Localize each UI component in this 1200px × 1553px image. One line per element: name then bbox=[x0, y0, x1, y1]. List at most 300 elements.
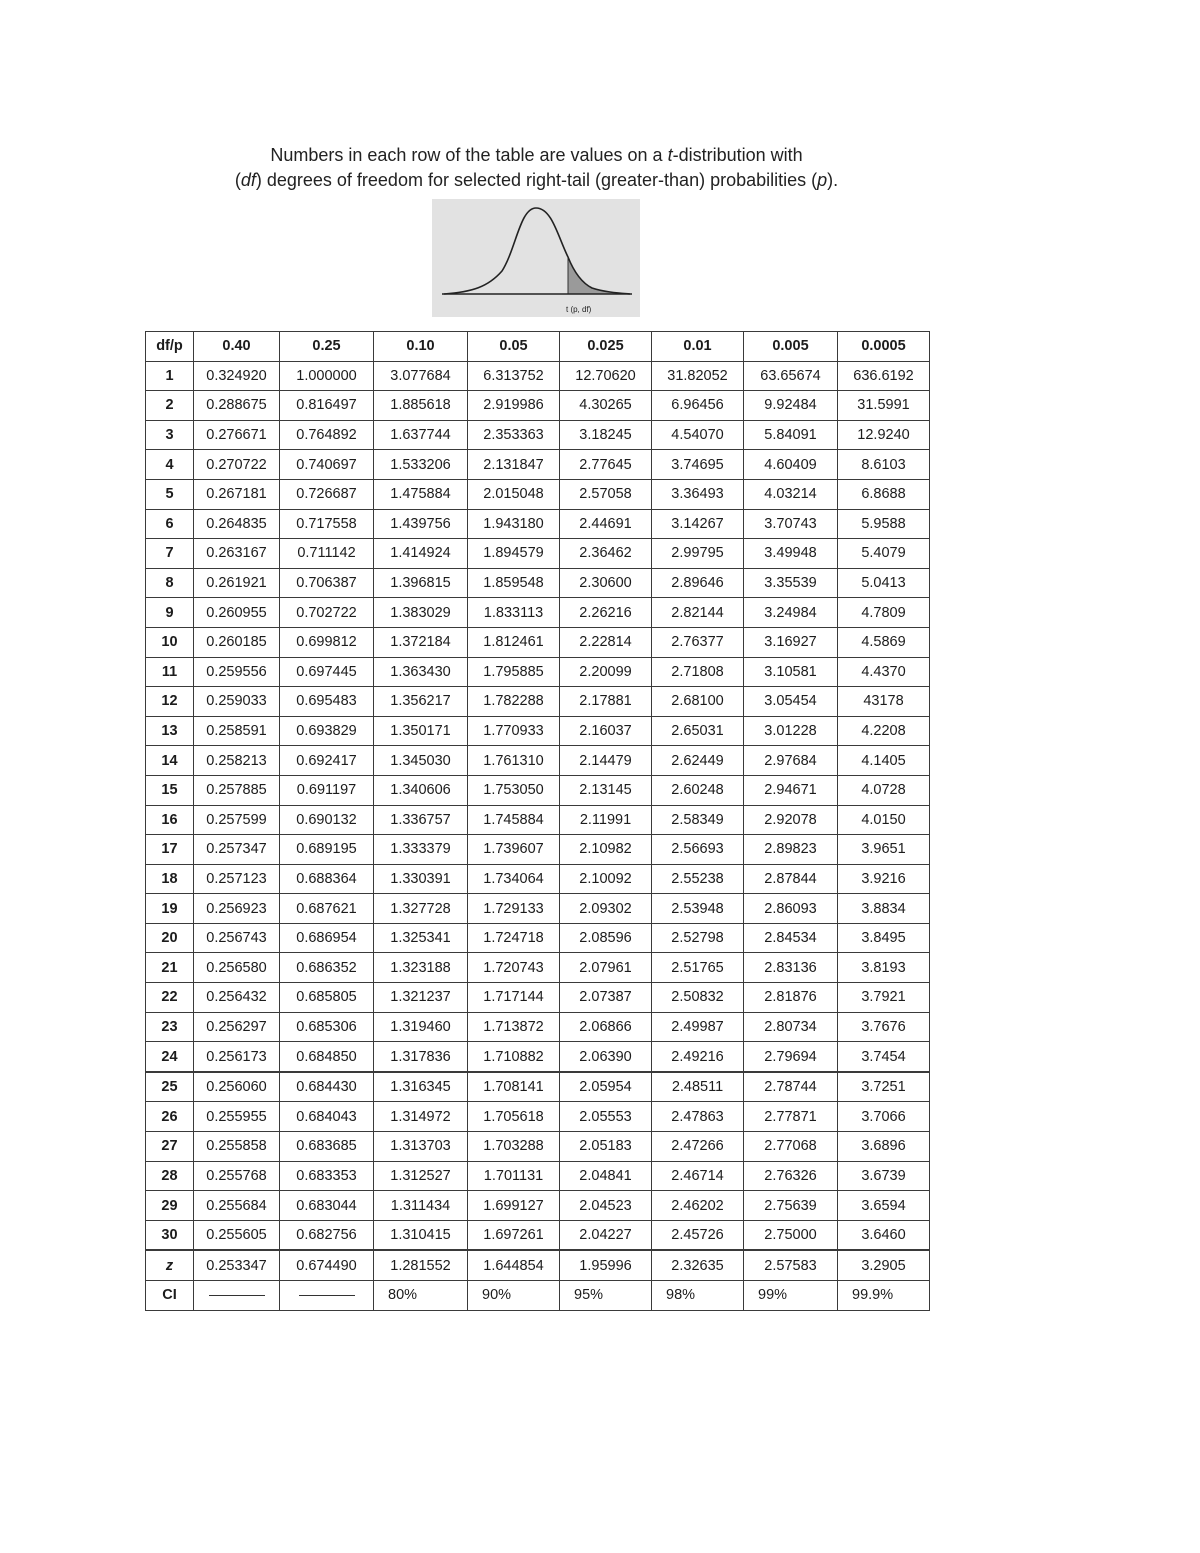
table-cell: 1.333379 bbox=[374, 835, 468, 865]
table-cell: 2.81876 bbox=[744, 983, 838, 1013]
table-row bbox=[146, 687, 930, 717]
table-cell: 2.53948 bbox=[652, 894, 744, 924]
intro-line-1 bbox=[0, 143, 1073, 168]
table-cell: 0.706387 bbox=[280, 568, 374, 598]
table-cell: 2.83136 bbox=[744, 953, 838, 983]
table-cell: 0.259033 bbox=[194, 687, 280, 717]
table-body bbox=[146, 361, 930, 1310]
table-cell: 3.8193 bbox=[838, 953, 930, 983]
table-cell: 2.97684 bbox=[744, 746, 838, 776]
table-cell: 3.9651 bbox=[838, 835, 930, 865]
table-cell: 636.6192 bbox=[838, 361, 930, 391]
table-cell: 12.70620 bbox=[560, 361, 652, 391]
table-cell: 2.07961 bbox=[560, 953, 652, 983]
row-df-label: 10 bbox=[146, 627, 194, 657]
ci-cell: 99.9% bbox=[838, 1281, 930, 1311]
table-cell: 1.325341 bbox=[374, 923, 468, 953]
table-cell: 3.49948 bbox=[744, 539, 838, 569]
critical-value-label: t (p, df) bbox=[566, 305, 592, 314]
table-cell: 0.255684 bbox=[194, 1191, 280, 1221]
row-df-label: 1 bbox=[146, 361, 194, 391]
table-cell: 4.03214 bbox=[744, 479, 838, 509]
table-cell: 1.327728 bbox=[374, 894, 468, 924]
table-cell: 1.708141 bbox=[468, 1072, 560, 1102]
table-row bbox=[146, 775, 930, 805]
intro-df-symbol: df bbox=[240, 170, 256, 190]
table-cell: 2.48511 bbox=[652, 1072, 744, 1102]
table-cell: 0.684043 bbox=[280, 1102, 374, 1132]
table-cell: 1.717144 bbox=[468, 983, 560, 1013]
table-cell: 2.92078 bbox=[744, 805, 838, 835]
table-cell: 3.6896 bbox=[838, 1132, 930, 1162]
table-cell: 0.717558 bbox=[280, 509, 374, 539]
row-df-label: 2 bbox=[146, 391, 194, 421]
table-cell: 4.2208 bbox=[838, 716, 930, 746]
table-cell: 2.78744 bbox=[744, 1072, 838, 1102]
table-cell: 2.131847 bbox=[468, 450, 560, 480]
table-cell: 3.8834 bbox=[838, 894, 930, 924]
table-cell: 0.255858 bbox=[194, 1132, 280, 1162]
table-cell: 0.693829 bbox=[280, 716, 374, 746]
row-df-label: 4 bbox=[146, 450, 194, 480]
table-cell: 2.55238 bbox=[652, 864, 744, 894]
row-df-label: 17 bbox=[146, 835, 194, 865]
row-df-label: 9 bbox=[146, 598, 194, 628]
table-cell: 2.76326 bbox=[744, 1161, 838, 1191]
table-cell: 2.77068 bbox=[744, 1132, 838, 1162]
table-cell: 2.57583 bbox=[744, 1250, 838, 1280]
table-cell: 0.764892 bbox=[280, 420, 374, 450]
table-cell: 2.86093 bbox=[744, 894, 838, 924]
table-cell: 1.734064 bbox=[468, 864, 560, 894]
table-cell: 3.7251 bbox=[838, 1072, 930, 1102]
table-cell: 2.20099 bbox=[560, 657, 652, 687]
column-header-p: 0.25 bbox=[280, 332, 374, 362]
table-cell: 2.99795 bbox=[652, 539, 744, 569]
table-cell: 0.690132 bbox=[280, 805, 374, 835]
table-row bbox=[146, 864, 930, 894]
table-cell: 0.692417 bbox=[280, 746, 374, 776]
table-cell: 1.321237 bbox=[374, 983, 468, 1013]
table-cell: 2.04227 bbox=[560, 1220, 652, 1250]
table-cell: 1.894579 bbox=[468, 539, 560, 569]
table-cell: 1.729133 bbox=[468, 894, 560, 924]
table-cell: 3.70743 bbox=[744, 509, 838, 539]
table-cell: 1.350171 bbox=[374, 716, 468, 746]
table-cell: 0.685805 bbox=[280, 983, 374, 1013]
table-cell: 2.08596 bbox=[560, 923, 652, 953]
table-cell: 3.24984 bbox=[744, 598, 838, 628]
table-cell: 1.739607 bbox=[468, 835, 560, 865]
table-cell: 1.720743 bbox=[468, 953, 560, 983]
table-cell: 2.14479 bbox=[560, 746, 652, 776]
table-cell: 1.396815 bbox=[374, 568, 468, 598]
table-cell: 0.695483 bbox=[280, 687, 374, 717]
table-cell: 3.077684 bbox=[374, 361, 468, 391]
table-cell: 0.264835 bbox=[194, 509, 280, 539]
table-cell: 0.699812 bbox=[280, 627, 374, 657]
intro-line-1-part-a: Numbers in each row of the table are values on a bbox=[270, 145, 668, 165]
table-cell: 1.770933 bbox=[468, 716, 560, 746]
table-cell: 31.5991 bbox=[838, 391, 930, 421]
density-curve bbox=[444, 208, 630, 294]
table-cell: 2.50832 bbox=[652, 983, 744, 1013]
table-cell: 2.80734 bbox=[744, 1012, 838, 1042]
table-cell: 2.06866 bbox=[560, 1012, 652, 1042]
row-df-label: 3 bbox=[146, 420, 194, 450]
table-cell: 2.94671 bbox=[744, 775, 838, 805]
table-cell: 4.1405 bbox=[838, 746, 930, 776]
table-cell: 3.2905 bbox=[838, 1250, 930, 1280]
row-df-label: 8 bbox=[146, 568, 194, 598]
table-cell: 4.5869 bbox=[838, 627, 930, 657]
table-cell: 3.7454 bbox=[838, 1042, 930, 1072]
row-df-label: 24 bbox=[146, 1042, 194, 1072]
table-cell: 4.0728 bbox=[838, 775, 930, 805]
table-row bbox=[146, 835, 930, 865]
table-cell: 6.313752 bbox=[468, 361, 560, 391]
table-cell: 2.46714 bbox=[652, 1161, 744, 1191]
row-df-label: 7 bbox=[146, 539, 194, 569]
table-cell: 3.18245 bbox=[560, 420, 652, 450]
ci-cell: 95% bbox=[560, 1281, 652, 1311]
table-cell: 0.683353 bbox=[280, 1161, 374, 1191]
table-row bbox=[146, 894, 930, 924]
table-cell: 1.943180 bbox=[468, 509, 560, 539]
table-row bbox=[146, 1161, 930, 1191]
table-cell: 1.281552 bbox=[374, 1250, 468, 1280]
table-row bbox=[146, 1132, 930, 1162]
table-cell: 1.812461 bbox=[468, 627, 560, 657]
table-cell: 2.75000 bbox=[744, 1220, 838, 1250]
table-cell: 0.267181 bbox=[194, 479, 280, 509]
table-cell: 1.363430 bbox=[374, 657, 468, 687]
table-cell: 2.75639 bbox=[744, 1191, 838, 1221]
table-cell: 0.288675 bbox=[194, 391, 280, 421]
table-cell: 0.256297 bbox=[194, 1012, 280, 1042]
table-cell: 1.859548 bbox=[468, 568, 560, 598]
table-cell: 0.256432 bbox=[194, 983, 280, 1013]
table-cell: 2.87844 bbox=[744, 864, 838, 894]
row-df-label: 11 bbox=[146, 657, 194, 687]
table-cell: 0.255605 bbox=[194, 1220, 280, 1250]
table-cell: 1.644854 bbox=[468, 1250, 560, 1280]
table-row bbox=[146, 657, 930, 687]
table-cell: 2.32635 bbox=[652, 1250, 744, 1280]
table-cell: 1.782288 bbox=[468, 687, 560, 717]
table-cell: 1.701131 bbox=[468, 1161, 560, 1191]
table-cell: 1.316345 bbox=[374, 1072, 468, 1102]
column-header-p: 0.01 bbox=[652, 332, 744, 362]
header-row bbox=[146, 332, 930, 362]
table-cell: 5.4079 bbox=[838, 539, 930, 569]
ci-empty-cell bbox=[280, 1281, 374, 1311]
table-cell: 0.740697 bbox=[280, 450, 374, 480]
row-df-label: 26 bbox=[146, 1102, 194, 1132]
table-cell: 2.07387 bbox=[560, 983, 652, 1013]
row-df-label: 6 bbox=[146, 509, 194, 539]
table-row bbox=[146, 805, 930, 835]
table-cell: 2.60248 bbox=[652, 775, 744, 805]
table-cell: 1.724718 bbox=[468, 923, 560, 953]
table-cell: 0.257347 bbox=[194, 835, 280, 865]
table-row bbox=[146, 1191, 930, 1221]
row-df-label: 14 bbox=[146, 746, 194, 776]
table-row bbox=[146, 923, 930, 953]
table-row bbox=[146, 361, 930, 391]
table-cell: 2.65031 bbox=[652, 716, 744, 746]
table-cell: 2.62449 bbox=[652, 746, 744, 776]
table-row bbox=[146, 1220, 930, 1250]
table-cell: 5.9588 bbox=[838, 509, 930, 539]
table-cell: 2.49216 bbox=[652, 1042, 744, 1072]
table-cell: 2.16037 bbox=[560, 716, 652, 746]
table-row bbox=[146, 598, 930, 628]
table-cell: 4.60409 bbox=[744, 450, 838, 480]
table-cell: 0.258213 bbox=[194, 746, 280, 776]
table-cell: 2.30600 bbox=[560, 568, 652, 598]
table-cell: 5.0413 bbox=[838, 568, 930, 598]
table-row bbox=[146, 420, 930, 450]
table-cell: 2.919986 bbox=[468, 391, 560, 421]
row-df-label: 30 bbox=[146, 1220, 194, 1250]
table-cell: 0.256743 bbox=[194, 923, 280, 953]
table-cell: 4.30265 bbox=[560, 391, 652, 421]
row-df-label: 20 bbox=[146, 923, 194, 953]
table-row bbox=[146, 1042, 930, 1072]
table-row bbox=[146, 509, 930, 539]
table-cell: 1.533206 bbox=[374, 450, 468, 480]
table-cell: 1.345030 bbox=[374, 746, 468, 776]
table-cell: 4.54070 bbox=[652, 420, 744, 450]
row-df-label: CI bbox=[146, 1281, 194, 1311]
table-cell: 1.310415 bbox=[374, 1220, 468, 1250]
table-row bbox=[146, 716, 930, 746]
table-cell: 0.689195 bbox=[280, 835, 374, 865]
table-cell: 3.6739 bbox=[838, 1161, 930, 1191]
table-row bbox=[146, 391, 930, 421]
table-cell: 2.17881 bbox=[560, 687, 652, 717]
table-cell: 2.84534 bbox=[744, 923, 838, 953]
table-cell: 0.256173 bbox=[194, 1042, 280, 1072]
intro-line-2 bbox=[0, 168, 1073, 193]
table-cell: 2.26216 bbox=[560, 598, 652, 628]
table-cell: 0.688364 bbox=[280, 864, 374, 894]
table-cell: 3.10581 bbox=[744, 657, 838, 687]
table-cell: 3.7921 bbox=[838, 983, 930, 1013]
table-cell: 2.89823 bbox=[744, 835, 838, 865]
table-cell: 6.8688 bbox=[838, 479, 930, 509]
table-cell: 2.44691 bbox=[560, 509, 652, 539]
table-cell: 1.330391 bbox=[374, 864, 468, 894]
table-cell: 1.637744 bbox=[374, 420, 468, 450]
table-cell: 3.6594 bbox=[838, 1191, 930, 1221]
table-cell: 43178 bbox=[838, 687, 930, 717]
table-cell: 0.253347 bbox=[194, 1250, 280, 1280]
row-df-label: 22 bbox=[146, 983, 194, 1013]
intro-paren-open: ( bbox=[234, 170, 241, 190]
table-cell: 1.705618 bbox=[468, 1102, 560, 1132]
table-cell: 2.46202 bbox=[652, 1191, 744, 1221]
table-cell: 0.256580 bbox=[194, 953, 280, 983]
table-cell: 1.475884 bbox=[374, 479, 468, 509]
row-df-label: 18 bbox=[146, 864, 194, 894]
table-cell: 1.95996 bbox=[560, 1250, 652, 1280]
row-df-label: 23 bbox=[146, 1012, 194, 1042]
table-cell: 0.257885 bbox=[194, 775, 280, 805]
table-cell: 3.9216 bbox=[838, 864, 930, 894]
table-cell: 2.77645 bbox=[560, 450, 652, 480]
table-cell: 0.816497 bbox=[280, 391, 374, 421]
table-cell: 1.319460 bbox=[374, 1012, 468, 1042]
column-header-p: 0.005 bbox=[744, 332, 838, 362]
table-cell: 2.10982 bbox=[560, 835, 652, 865]
row-df-label: 29 bbox=[146, 1191, 194, 1221]
table-cell: 1.753050 bbox=[468, 775, 560, 805]
ci-cell: 80% bbox=[374, 1281, 468, 1311]
intro-line-1-part-b: -distribution with bbox=[672, 145, 803, 165]
dash-line bbox=[209, 1295, 265, 1296]
table-cell: 2.22814 bbox=[560, 627, 652, 657]
table-cell: 3.74695 bbox=[652, 450, 744, 480]
table-cell: 1.713872 bbox=[468, 1012, 560, 1042]
table-cell: 2.11991 bbox=[560, 805, 652, 835]
row-df-label: 21 bbox=[146, 953, 194, 983]
table-row bbox=[146, 1102, 930, 1132]
ci-cell: 99% bbox=[744, 1281, 838, 1311]
table-cell: 2.04523 bbox=[560, 1191, 652, 1221]
table-cell: 2.353363 bbox=[468, 420, 560, 450]
table-cell: 0.697445 bbox=[280, 657, 374, 687]
table-cell: 4.7809 bbox=[838, 598, 930, 628]
table-cell: 1.340606 bbox=[374, 775, 468, 805]
table-cell: 3.36493 bbox=[652, 479, 744, 509]
intro-p-symbol: p bbox=[817, 170, 828, 190]
column-header-p: 0.10 bbox=[374, 332, 468, 362]
table-cell: 2.52798 bbox=[652, 923, 744, 953]
table-row bbox=[146, 1250, 930, 1280]
row-df-label: 12 bbox=[146, 687, 194, 717]
table-cell: 1.697261 bbox=[468, 1220, 560, 1250]
table-cell: 1.323188 bbox=[374, 953, 468, 983]
table-cell: 0.276671 bbox=[194, 420, 280, 450]
table-cell: 1.439756 bbox=[374, 509, 468, 539]
table-cell: 0.255768 bbox=[194, 1161, 280, 1191]
table-cell: 0.686352 bbox=[280, 953, 374, 983]
row-df-label: 25 bbox=[146, 1072, 194, 1102]
table-cell: 0.687621 bbox=[280, 894, 374, 924]
table-cell: 1.372184 bbox=[374, 627, 468, 657]
table-cell: 1.311434 bbox=[374, 1191, 468, 1221]
table-cell: 1.000000 bbox=[280, 361, 374, 391]
table-cell: 0.263167 bbox=[194, 539, 280, 569]
table-row bbox=[146, 479, 930, 509]
table-cell: 0.684850 bbox=[280, 1042, 374, 1072]
table-cell: 12.9240 bbox=[838, 420, 930, 450]
table-cell: 1.833113 bbox=[468, 598, 560, 628]
ci-empty-cell bbox=[194, 1281, 280, 1311]
table-cell: 2.36462 bbox=[560, 539, 652, 569]
table-cell: 2.05183 bbox=[560, 1132, 652, 1162]
table-cell: 3.35539 bbox=[744, 568, 838, 598]
table-cell: 2.05553 bbox=[560, 1102, 652, 1132]
table-cell: 2.47266 bbox=[652, 1132, 744, 1162]
table-cell: 2.77871 bbox=[744, 1102, 838, 1132]
table-row bbox=[146, 746, 930, 776]
row-df-label: 19 bbox=[146, 894, 194, 924]
table-cell: 1.699127 bbox=[468, 1191, 560, 1221]
table-cell: 1.703288 bbox=[468, 1132, 560, 1162]
table-cell: 2.82144 bbox=[652, 598, 744, 628]
table-cell: 2.51765 bbox=[652, 953, 744, 983]
table-cell: 31.82052 bbox=[652, 361, 744, 391]
t-distribution-figure bbox=[432, 199, 640, 317]
table-cell: 0.711142 bbox=[280, 539, 374, 569]
table-cell: 3.7066 bbox=[838, 1102, 930, 1132]
table-cell: 1.383029 bbox=[374, 598, 468, 628]
table-cell: 2.10092 bbox=[560, 864, 652, 894]
column-header-p: 0.05 bbox=[468, 332, 560, 362]
table-cell: 0.683685 bbox=[280, 1132, 374, 1162]
table-cell: 2.71808 bbox=[652, 657, 744, 687]
table-cell: 0.258591 bbox=[194, 716, 280, 746]
table-cell: 1.745884 bbox=[468, 805, 560, 835]
table-row bbox=[146, 953, 930, 983]
table-cell: 6.96456 bbox=[652, 391, 744, 421]
table-cell: 0.260955 bbox=[194, 598, 280, 628]
table-cell: 0.686954 bbox=[280, 923, 374, 953]
table-row bbox=[146, 1072, 930, 1102]
table-cell: 2.13145 bbox=[560, 775, 652, 805]
row-df-label: 5 bbox=[146, 479, 194, 509]
column-header-p: 0.025 bbox=[560, 332, 652, 362]
table-cell: 2.89646 bbox=[652, 568, 744, 598]
table-cell: 1.317836 bbox=[374, 1042, 468, 1072]
row-df-label: 16 bbox=[146, 805, 194, 835]
table-cell: 0.270722 bbox=[194, 450, 280, 480]
table-cell: 3.01228 bbox=[744, 716, 838, 746]
table-cell: 1.761310 bbox=[468, 746, 560, 776]
table-cell: 4.0150 bbox=[838, 805, 930, 835]
dash-line bbox=[299, 1295, 355, 1296]
row-df-label: 13 bbox=[146, 716, 194, 746]
table-cell: 2.05954 bbox=[560, 1072, 652, 1102]
table-cell: 3.16927 bbox=[744, 627, 838, 657]
table-row bbox=[146, 983, 930, 1013]
ci-cell: 90% bbox=[468, 1281, 560, 1311]
table-cell: 2.015048 bbox=[468, 479, 560, 509]
table-cell: 0.324920 bbox=[194, 361, 280, 391]
table-cell: 1.414924 bbox=[374, 539, 468, 569]
table-cell: 3.6460 bbox=[838, 1220, 930, 1250]
table-cell: 2.49987 bbox=[652, 1012, 744, 1042]
table-cell: 1.356217 bbox=[374, 687, 468, 717]
table-cell: 0.259556 bbox=[194, 657, 280, 687]
table-cell: 4.4370 bbox=[838, 657, 930, 687]
table-row bbox=[146, 627, 930, 657]
table-cell: 0.257599 bbox=[194, 805, 280, 835]
table-cell: 1.710882 bbox=[468, 1042, 560, 1072]
column-header-p: 0.0005 bbox=[838, 332, 930, 362]
table-cell: 2.04841 bbox=[560, 1161, 652, 1191]
table-row bbox=[146, 1012, 930, 1042]
table-cell: 0.674490 bbox=[280, 1250, 374, 1280]
row-df-label: 15 bbox=[146, 775, 194, 805]
intro-paren-close: ). bbox=[827, 170, 839, 190]
table-cell: 1.312527 bbox=[374, 1161, 468, 1191]
table-cell: 0.256060 bbox=[194, 1072, 280, 1102]
table-cell: 0.691197 bbox=[280, 775, 374, 805]
